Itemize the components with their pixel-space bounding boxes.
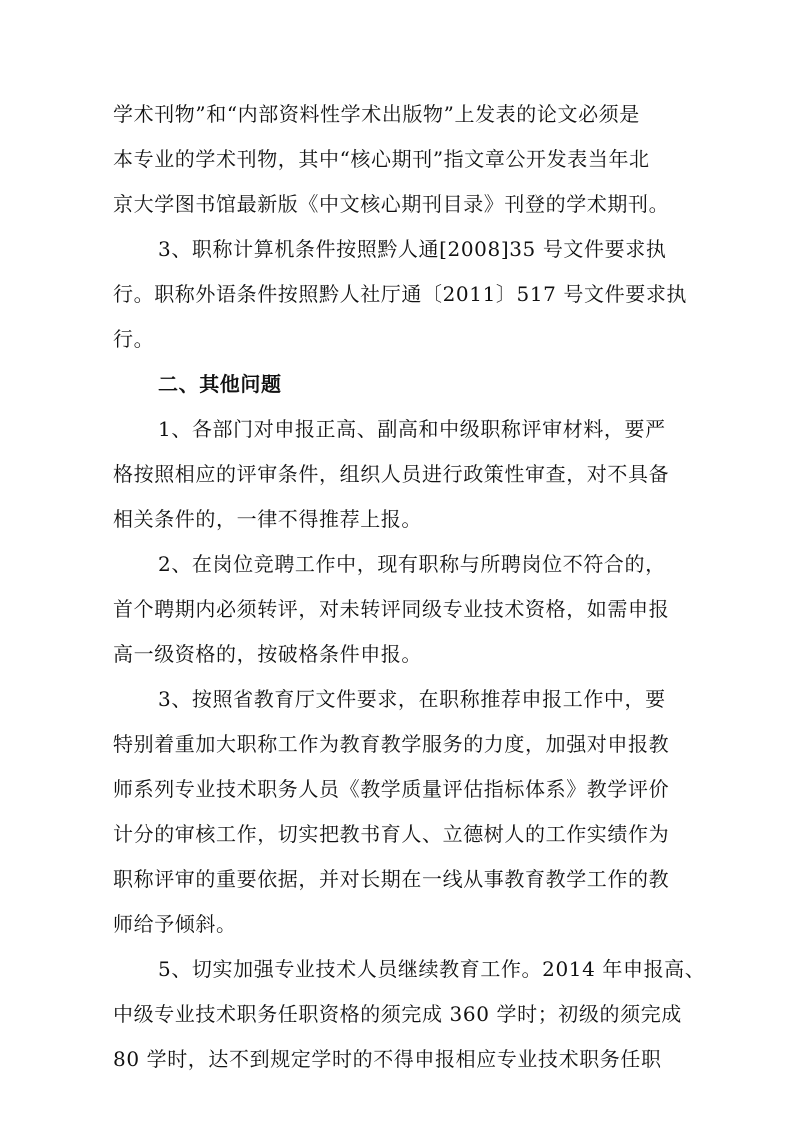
text-line: 1、各部门对申报正高、副高和中级职称评审材料，要严 xyxy=(158,417,666,441)
text-line: 行。职称外语条件按照黔人社厅通〔2011〕517 号文件要求执 xyxy=(113,282,688,306)
section-heading: 二、其他问题 xyxy=(158,372,282,396)
text-line: 格按照相应的评审条件，组织人员进行政策性审查，对不具备 xyxy=(113,462,670,486)
text-line: 学术刊物”和“内部资料性学术出版物”上发表的论文必须是 xyxy=(113,102,640,126)
text-line: 5、切实加强专业技术人员继续教育工作。2014 年申报高、 xyxy=(158,957,706,981)
text-line: 3、按照省教育厅文件要求，在职称推荐申报工作中，要 xyxy=(158,687,666,711)
text-line: 中级专业技术职务任职资格的须完成 360 学时；初级的须完成 xyxy=(113,1002,682,1026)
text-line: 行。 xyxy=(113,327,155,351)
text-line: 师给予倾斜。 xyxy=(113,912,237,936)
text-line: 80 学时，达不到规定学时的不得申报相应专业技术职务任职 xyxy=(113,1047,662,1071)
text-line: 相关条件的，一律不得推荐上报。 xyxy=(113,507,422,531)
text-line: 首个聘期内必须转评，对未转评同级专业技术资格，如需申报 xyxy=(113,597,670,621)
text-line: 特别着重加大职称工作为教育教学服务的力度，加强对申报教 xyxy=(113,732,670,756)
text-line: 师系列专业技术职务人员《教学质量评估指标体系》教学评价 xyxy=(113,777,670,801)
text-line: 3、职称计算机条件按照黔人通[2008]35 号文件要求执 xyxy=(158,237,667,261)
text-line: 本专业的学术刊物，其中“核心期刊”指文章公开发表当年北 xyxy=(113,147,650,171)
text-line: 计分的审核工作，切实把教书育人、立德树人的工作实绩作为 xyxy=(113,822,670,846)
text-line: 2、在岗位竞聘工作中，现有职称与所聘岗位不符合的， xyxy=(158,552,666,576)
text-line: 职称评审的重要依据，并对长期在一线从事教育教学工作的教 xyxy=(113,867,670,891)
text-line: 高一级资格的，按破格条件申报。 xyxy=(113,642,422,666)
text-line: 京大学图书馆最新版《中文核心期刊目录》刊登的学术期刊。 xyxy=(113,192,670,216)
